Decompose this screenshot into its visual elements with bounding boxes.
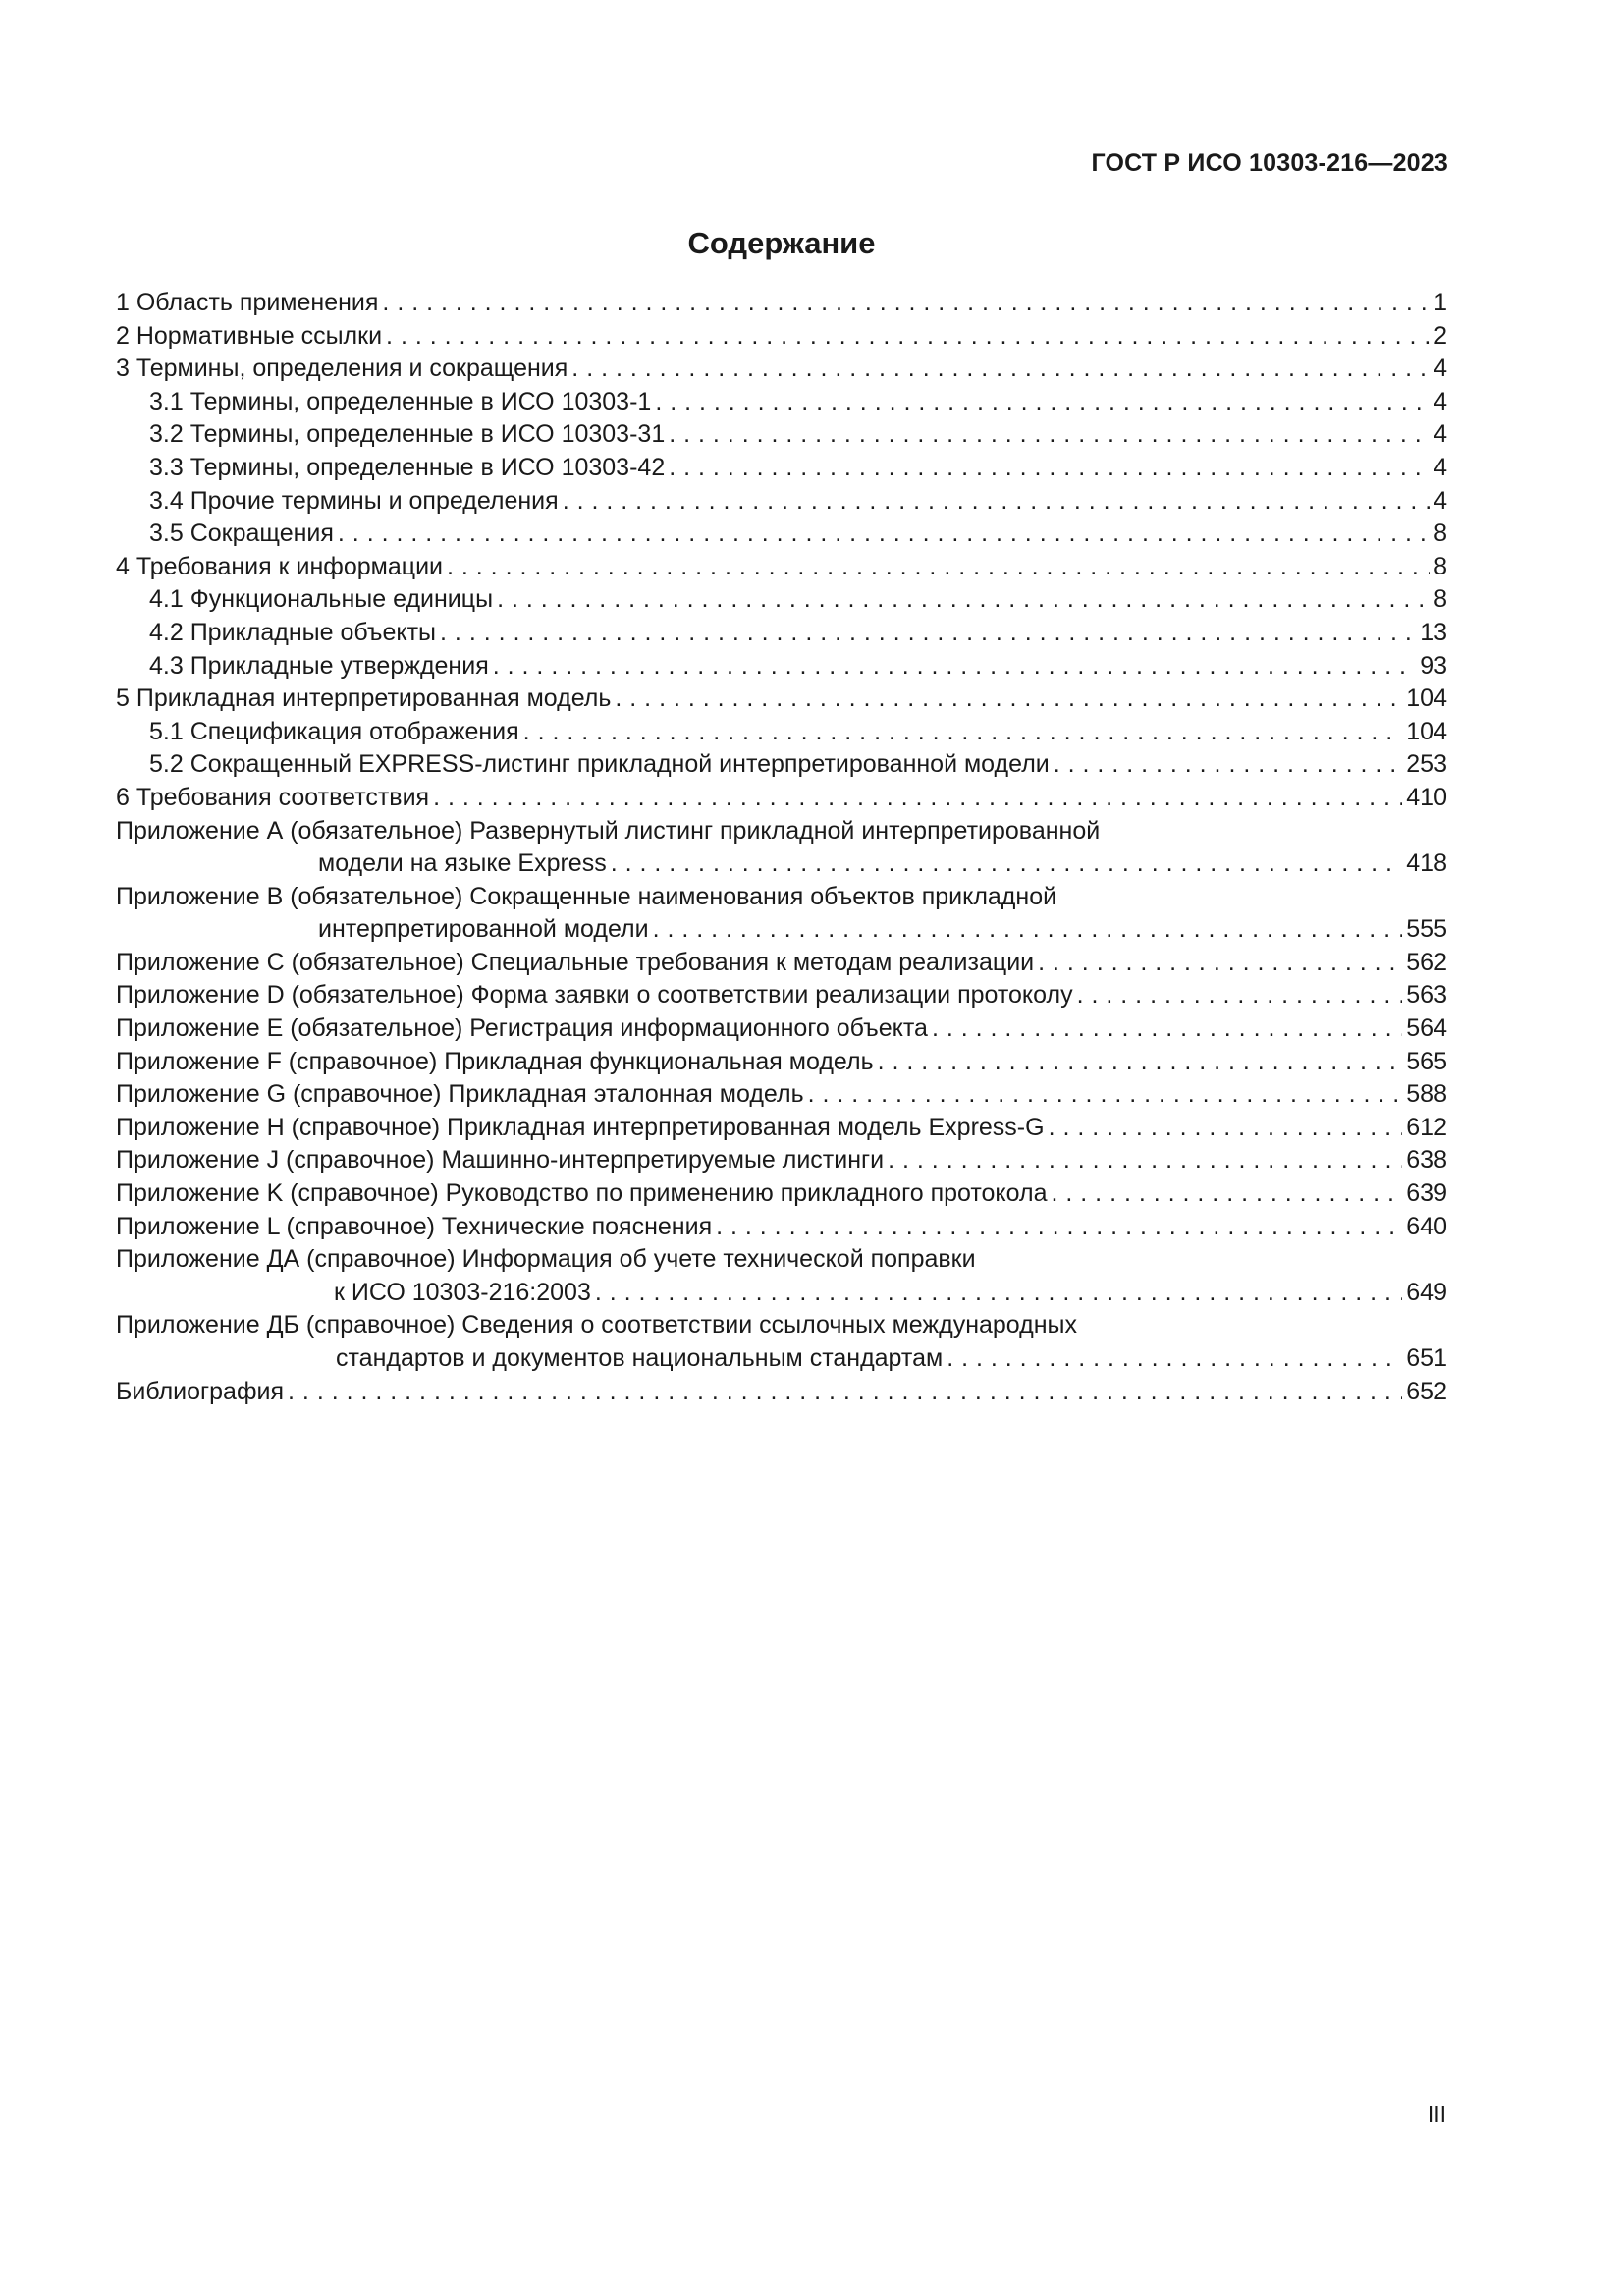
toc-entry-text: 4.1 Функциональные единицы bbox=[149, 583, 493, 617]
dot-leader bbox=[433, 782, 1402, 815]
toc-entry-text: Приложение В (обязательное) Сокращенные наименования объектов прикладной bbox=[116, 882, 1057, 910]
toc-entry[interactable] bbox=[116, 617, 1447, 650]
toc-entry-text: Приложение F (справочное) Прикладная функциональная модель bbox=[116, 1046, 874, 1079]
toc-entry-text: Приложение L (справочное) Технические пояснения bbox=[116, 1211, 712, 1244]
toc-entry-text: 5.1 Спецификация отображения bbox=[149, 716, 519, 749]
toc-entry-line2[interactable] bbox=[116, 847, 1447, 881]
toc-entry-line2[interactable] bbox=[116, 913, 1447, 947]
toc-entry[interactable] bbox=[116, 386, 1447, 419]
toc-entry-page: 1 bbox=[1434, 289, 1447, 316]
toc-entry-text: 3.2 Термины, определенные в ИСО 10303-31 bbox=[149, 418, 665, 452]
toc-entry-text: стандартов и документов национальным стандартам bbox=[336, 1342, 943, 1376]
toc-entry-page: 649 bbox=[1406, 1278, 1447, 1306]
dot-leader bbox=[382, 287, 1430, 320]
toc-entry-page: 555 bbox=[1406, 915, 1447, 944]
toc-entry-page: 4 bbox=[1434, 355, 1447, 383]
toc-entry-text: 5.2 Сокращенный EXPRESS-листинг прикладной интерпретированной модели bbox=[149, 748, 1050, 782]
dot-leader bbox=[808, 1078, 1403, 1112]
toc-entry[interactable] bbox=[116, 683, 1447, 716]
toc-entry-page: 8 bbox=[1434, 519, 1447, 548]
toc-entry-page: 652 bbox=[1406, 1377, 1447, 1405]
toc-entry-page: 564 bbox=[1406, 1014, 1447, 1043]
toc-entry-page: 639 bbox=[1406, 1179, 1447, 1208]
dot-leader bbox=[497, 583, 1430, 617]
toc-entry-page: 410 bbox=[1406, 783, 1447, 811]
toc-entry-text: Библиография bbox=[116, 1376, 284, 1409]
table-of-contents bbox=[116, 287, 1447, 1408]
toc-entry[interactable] bbox=[116, 1012, 1447, 1046]
page-number: III bbox=[1427, 2102, 1446, 2127]
toc-entry-text: 3.5 Сокращения bbox=[149, 518, 334, 551]
dot-leader bbox=[878, 1046, 1403, 1079]
toc-entry-page: 4 bbox=[1434, 420, 1447, 449]
toc-entry[interactable] bbox=[116, 650, 1447, 683]
dot-leader bbox=[611, 847, 1403, 881]
toc-entry-text: 4.3 Прикладные утверждения bbox=[149, 650, 489, 683]
dot-leader bbox=[447, 551, 1430, 584]
toc-entry-text: интерпретированной модели bbox=[318, 913, 649, 947]
toc-entry-page: 2 bbox=[1434, 321, 1447, 350]
dot-leader bbox=[615, 683, 1402, 716]
dot-leader bbox=[1038, 947, 1402, 980]
toc-entry-page: 8 bbox=[1434, 585, 1447, 614]
toc-entry[interactable] bbox=[116, 551, 1447, 584]
toc-entry-line1[interactable] bbox=[116, 1309, 1447, 1342]
dot-leader bbox=[563, 485, 1430, 519]
toc-entry-text: Приложение K (справочное) Руководство по применению прикладного протокола bbox=[116, 1177, 1048, 1211]
dot-leader bbox=[1049, 1112, 1403, 1145]
toc-entry-page: 253 bbox=[1406, 750, 1447, 779]
dot-leader bbox=[1054, 748, 1403, 782]
dot-leader bbox=[338, 518, 1430, 551]
toc-entry-page: 651 bbox=[1406, 1344, 1447, 1372]
toc-entry[interactable] bbox=[116, 1211, 1447, 1244]
dot-leader bbox=[653, 913, 1403, 947]
toc-entry[interactable] bbox=[116, 782, 1447, 815]
toc-entry-page: 4 bbox=[1434, 486, 1447, 515]
document-code: ГОСТ Р ИСО 10303-216—2023 bbox=[1091, 149, 1448, 177]
toc-entry-page: 93 bbox=[1420, 651, 1447, 680]
dot-leader bbox=[523, 716, 1403, 749]
toc-title: Содержание bbox=[687, 226, 876, 260]
toc-entry-text: Приложение ДБ (справочное) Сведения о соответствии ссылочных международных bbox=[116, 1311, 1078, 1339]
toc-entry-page: 612 bbox=[1406, 1113, 1447, 1141]
toc-entry[interactable] bbox=[116, 452, 1447, 485]
dot-leader bbox=[386, 320, 1430, 354]
toc-entry-line2[interactable] bbox=[116, 1277, 1447, 1310]
toc-entry-text: Приложение ДА (справочное) Информация об учете технической поправки bbox=[116, 1245, 976, 1274]
toc-entry[interactable] bbox=[116, 1078, 1447, 1112]
toc-entry-text: Приложение Е (обязательное) Регистрация информационного объекта bbox=[116, 1012, 928, 1046]
dot-leader bbox=[669, 418, 1430, 452]
toc-entry-text: 6 Требования соответствия bbox=[116, 782, 429, 815]
toc-entry-page: 565 bbox=[1406, 1047, 1447, 1075]
dot-leader bbox=[947, 1342, 1402, 1376]
toc-entry-text: 3 Термины, определения и сокращения bbox=[116, 353, 568, 386]
toc-entry-page: 638 bbox=[1406, 1146, 1447, 1175]
toc-entry-text: модели на языке Express bbox=[318, 847, 607, 881]
toc-entry[interactable] bbox=[116, 748, 1447, 782]
toc-entry-page: 4 bbox=[1434, 453, 1447, 481]
toc-entry-text: 1 Область применения bbox=[116, 287, 378, 320]
dot-leader bbox=[669, 452, 1430, 485]
toc-entry-text: 4.2 Прикладные объекты bbox=[149, 617, 436, 650]
dot-leader bbox=[595, 1277, 1402, 1310]
toc-entry-text: 5 Прикладная интерпретированная модель bbox=[116, 683, 611, 716]
toc-entry-page: 104 bbox=[1406, 717, 1447, 745]
toc-entry[interactable] bbox=[116, 353, 1447, 386]
toc-entry[interactable] bbox=[116, 1144, 1447, 1177]
toc-entry-page: 13 bbox=[1420, 618, 1447, 646]
dot-leader bbox=[1052, 1177, 1403, 1211]
toc-entry-page: 563 bbox=[1406, 981, 1447, 1010]
toc-entry[interactable] bbox=[116, 418, 1447, 452]
dot-leader bbox=[1077, 979, 1403, 1012]
toc-entry-page: 4 bbox=[1434, 387, 1447, 415]
toc-entry-page: 562 bbox=[1406, 948, 1447, 976]
toc-entry-text: 4 Требования к информации bbox=[116, 551, 443, 584]
dot-leader bbox=[571, 353, 1430, 386]
toc-entry-page: 8 bbox=[1434, 552, 1447, 580]
toc-entry-page: 104 bbox=[1406, 684, 1447, 713]
toc-entry-text: к ИСО 10303-216:2003 bbox=[334, 1277, 591, 1310]
toc-entry-line1[interactable] bbox=[116, 1243, 1447, 1277]
toc-entry[interactable] bbox=[116, 947, 1447, 980]
toc-entry[interactable] bbox=[116, 287, 1447, 320]
toc-entry-text: Приложение G (справочное) Прикладная эталонная модель bbox=[116, 1078, 804, 1112]
toc-entry-page: 418 bbox=[1406, 849, 1447, 878]
dot-leader bbox=[655, 386, 1430, 419]
toc-entry-text: Приложение Н (справочное) Прикладная интерпретированная модель Express-G bbox=[116, 1112, 1045, 1145]
toc-entry-text: Приложение С (обязательное) Специальные требования к методам реализации bbox=[116, 947, 1034, 980]
toc-entry[interactable] bbox=[116, 1376, 1447, 1409]
toc-entry-text: 3.1 Термины, определенные в ИСО 10303-1 bbox=[149, 386, 651, 419]
toc-entry-text: Приложение D (обязательное) Форма заявки о соответствии реализации протоколу bbox=[116, 979, 1073, 1012]
toc-entry[interactable] bbox=[116, 485, 1447, 519]
dot-leader bbox=[493, 650, 1416, 683]
toc-entry-text: Приложение А (обязательное) Развернутый листинг прикладной интерпретированной bbox=[116, 816, 1101, 845]
toc-entry-text: 2 Нормативные ссылки bbox=[116, 320, 382, 354]
toc-entry-page: 640 bbox=[1406, 1212, 1447, 1240]
toc-entry-line1[interactable] bbox=[116, 881, 1447, 914]
toc-entry[interactable] bbox=[116, 518, 1447, 551]
toc-entry-line2[interactable] bbox=[116, 1342, 1447, 1376]
dot-leader bbox=[288, 1376, 1402, 1409]
toc-entry-text: 3.3 Термины, определенные в ИСО 10303-42 bbox=[149, 452, 665, 485]
dot-leader bbox=[716, 1211, 1402, 1244]
toc-entry[interactable] bbox=[116, 979, 1447, 1012]
dot-leader bbox=[932, 1012, 1402, 1046]
toc-entry[interactable] bbox=[116, 1046, 1447, 1079]
toc-entry-line1[interactable] bbox=[116, 815, 1447, 848]
toc-entry-page: 588 bbox=[1406, 1080, 1447, 1109]
toc-entry[interactable] bbox=[116, 320, 1447, 354]
toc-entry[interactable] bbox=[116, 1177, 1447, 1211]
toc-entry[interactable] bbox=[116, 1112, 1447, 1145]
dot-leader bbox=[440, 617, 1416, 650]
toc-entry[interactable] bbox=[116, 716, 1447, 749]
dot-leader bbox=[888, 1144, 1402, 1177]
toc-entry[interactable] bbox=[116, 583, 1447, 617]
toc-entry-text: Приложение J (справочное) Машинно-интерпретируемые листинги bbox=[116, 1144, 884, 1177]
toc-entry-text: 3.4 Прочие термины и определения bbox=[149, 485, 559, 519]
